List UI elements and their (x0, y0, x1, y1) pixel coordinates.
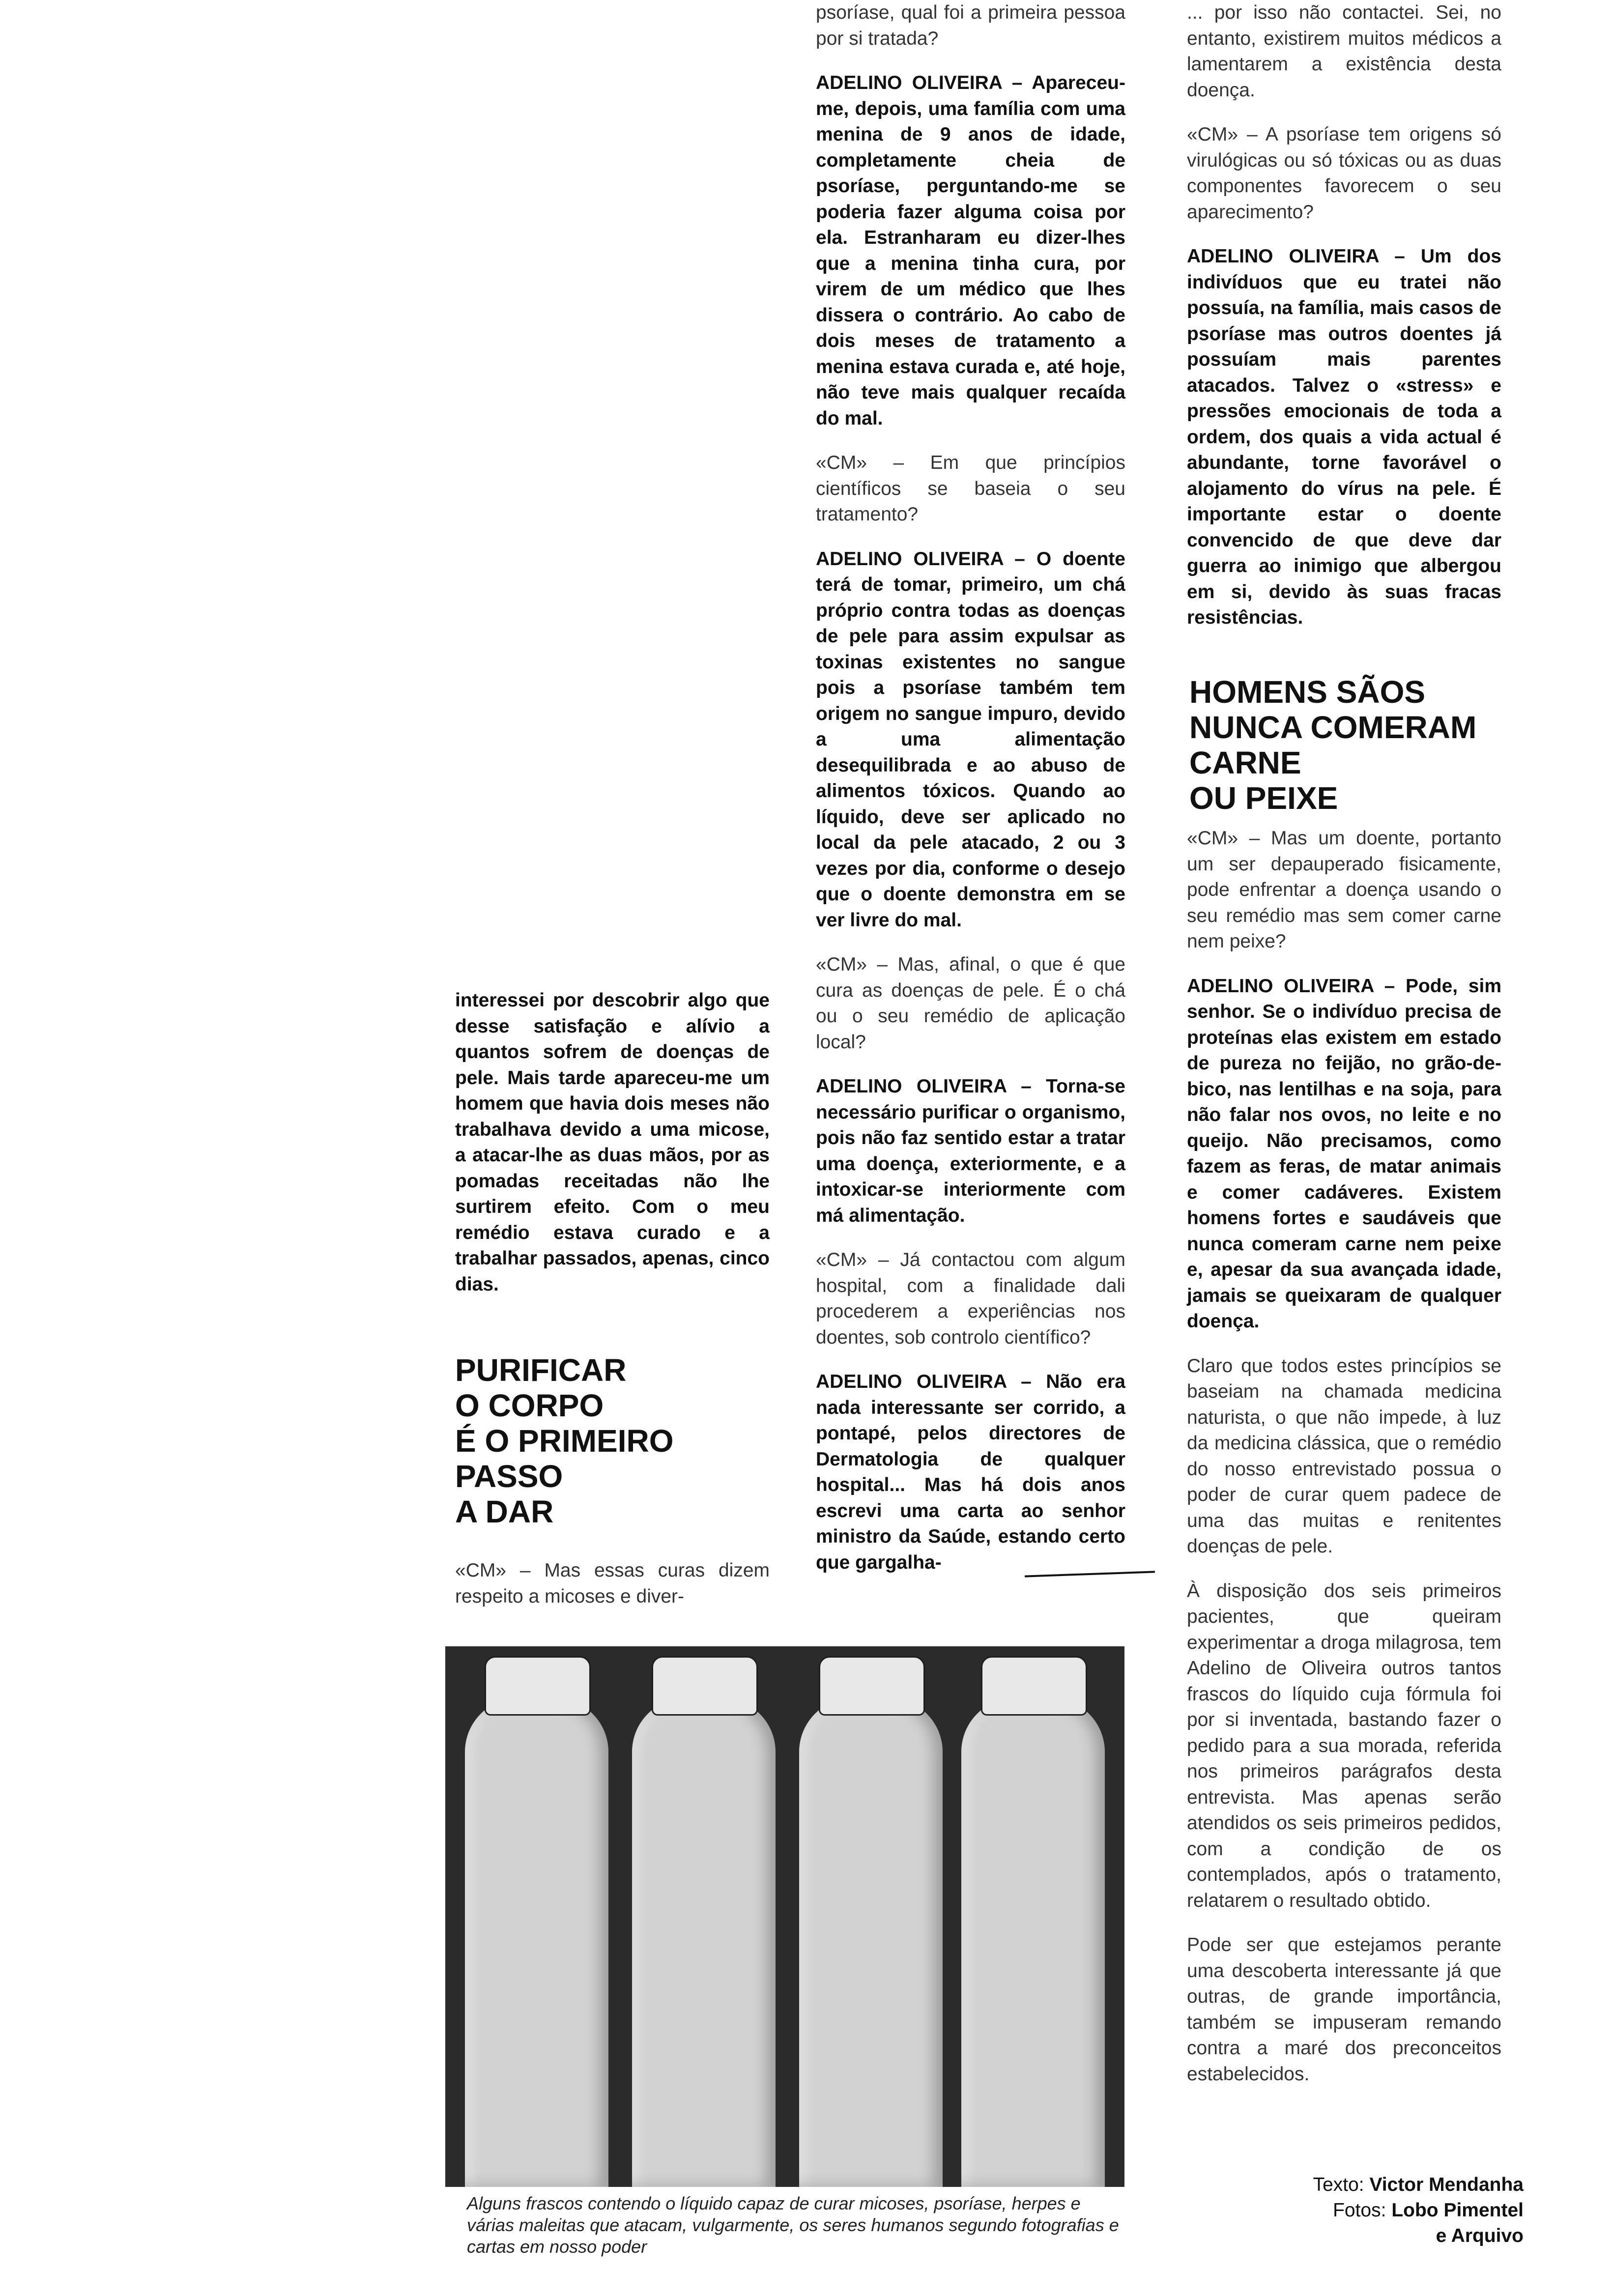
credit-photos-author: Lobo Pimentel (1391, 2200, 1524, 2221)
column-1 (455, 988, 770, 1297)
paragraph: «CM» – Mas um doente, portanto um ser depauperado fisicamente, pode enfrentar a doença usando o seu remédio mas sem comer carne nem peixe? (1187, 828, 1501, 952)
paragraph: ADELINO OLIVEIRA – Pode, sim senhor. Se o indivíduo precisa de proteínas elas existem em estado de pureza no feijão, no grão-de-bico, nas lentilhas e na soja, para não falar nos ovos, no leite e no queijo. Não precisamos, como fazem as feras, de matar animais e comer cadáveres. Existem homens fortes e saudáveis que nunca comeram carne nem peixe e, apesar da sua avançada idade, jamais se queixaram de qualquer doença. (1187, 975, 1501, 1332)
paragraph: À disposição dos seis primeiros pacientes, que queiram experimentar a droga milagrosa, tem Adelino de Oliveira outros tantos frascos do líquido cuja fórmula foi por si inventada, bastando fazer o pedido para a sua morada, referida nos primeiros parágrafos desta entrevista. Mas apenas serão atendidos os seis primeiros pedidos, com a condição de os contemplados, após o tratamento, relatarem o resultado obtido. (1187, 1580, 1501, 1911)
headline-line: HOMENS SÃOS (1189, 674, 1426, 710)
paragraph: ADELINO OLIVEIRA – O doente terá de tomar, primeiro, um chá próprio contra todas as doenças de pele para assim expulsar as toxinas existentes no sangue pois a psoríase também tem origem no sangue impuro, devido a uma alimentação desequilibrada e ao abuso de alimentos tóxicos. Quando ao líquido, deve ser aplicado no local da pele atacado, 2 ou 3 vezes por dia, conforme o desejo que o doente demonstra em se ver livre do mal. (816, 548, 1125, 931)
credit-photos-label: Fotos: (1333, 2200, 1386, 2221)
paragraph: «CM» – A psoríase tem origens só virulógicas ou só tóxicas ou as duas componentes favorecem o seu aparecimento? (1187, 124, 1501, 223)
headline-line: NUNCA COMERAM (1189, 710, 1477, 745)
credit-photos-author2: e Arquivo (1436, 2225, 1524, 2246)
paragraph: ADELINO OLIVEIRA – Não era nada interessante ser corrido, a pontapé, pelos directores de Dermatologia de qualquer hospital... Mas há dois anos escrevi uma carta ao senhor ministro da Saúde, estando certo que gargalha- (816, 1371, 1125, 1573)
bottles-photo (445, 1646, 1124, 2187)
paragraph: ADELINO OLIVEIRA – Torna-se necessário purificar o organismo, pois não faz sentido estar a tratar uma doença, exteriormente, e a intoxicar-se interiormente com má alimentação. (816, 1076, 1125, 1226)
paragraph: ADELINO OLIVEIRA – Um dos indivíduos que eu tratei não possuía, na família, mais casos de psoríase mas outros doentes já possuíam mais parentes atacados. Talvez o «stress» e pressões emocionais de toda a ordem, dos quais a vida actual é abundante, torne favorável o alojamento do vírus na pele. É importante estar o doente convencido de que deve dar guerra ao inimigo que albergou em si, devido às suas fracas resistências. (1187, 246, 1501, 628)
headline-line: O CORPO (455, 1388, 604, 1423)
column-3-after (1187, 826, 1501, 2087)
credits (1209, 2172, 1524, 2249)
headline-line: OU PEIXE (1189, 780, 1338, 816)
paragraph: «CM» – Em que princípios científicos se baseia o seu tratamento? (816, 452, 1125, 525)
paragraph: «CM» – Mas essas curas dizem respeito a micoses e diver- (455, 1560, 770, 1607)
col1-body (455, 988, 770, 1297)
paragraph: «CM» – Já contactou com algum hospital, com a finalidade dali procederem a experiências nos doentes, sob controlo científico? (816, 1249, 1125, 1348)
headline-line: CARNE (1189, 745, 1301, 780)
column-3 (1187, 0, 1501, 631)
paragraph: Pode ser que estejamos perante uma descoberta interessante já que outras, de grande importância, também se impuseram remando contra a maré dos preconceitos estabelecidos. (1187, 1934, 1501, 2085)
paragraph: psoríase, qual foi a primeira pessoa por si tratada? (816, 2, 1125, 49)
paragraph: Claro que todos estes princípios se baseiam na chamada medicina naturista, o que não impede, à luz da medicina clássica, que o remédio do nosso entrevistado possua o poder de curar quem padece de uma das muitas e renitentes doenças de pele. (1187, 1355, 1501, 1557)
paragraph: ... por isso não contactei. Sei, no entanto, existirem muitos médicos a lamentarem a existência desta doença. (1187, 2, 1501, 101)
column-1-after (455, 1558, 770, 1609)
paragraph: «CM» – Mas, afinal, o que é que cura as doenças de pele. É o chá ou o seu remédio de aplicação local? (816, 954, 1125, 1053)
headline-line: É O PRIMEIRO (455, 1423, 674, 1459)
headline-purificar (455, 1352, 775, 1529)
bottle-4 (961, 1698, 1105, 2187)
credit-text-label: Texto: (1313, 2174, 1364, 2195)
paragraph: ADELINO OLIVEIRA – Apareceu-me, depois, uma família com uma menina de 9 anos de idade, completamente cheia de psoríase, perguntando-me se poderia fazer alguma coisa por ela. Estranharam eu dizer-lhes que a menina tinha cura, por virem de um médico que lhes dissera o contrário. Ao cabo de dois meses de tratamento a menina estava curada e, até hoje, não teve mais qualquer recaída do mal. (816, 72, 1125, 429)
bottle-3 (799, 1698, 943, 2187)
column-2 (816, 0, 1125, 1576)
bottle-1 (465, 1698, 608, 2187)
headline-line: PASSO (455, 1459, 563, 1494)
headline-line: PURIFICAR (455, 1352, 627, 1388)
headline-homens-saos (1189, 674, 1543, 816)
credit-text-author: Victor Mendanha (1369, 2174, 1524, 2195)
bottle-2 (632, 1698, 776, 2187)
paragraph: interessei por descobrir algo que desse satisfação e alívio a quantos sofrem de doenças de pele. Mais tarde apareceu-me um homem que havia dois meses não trabalhava devido a uma micose, a atacar-lhe as duas mãos, por as pomadas receitadas não lhe surtirem efeito. Com o meu remédio estava curado e a trabalhar passados, apenas, cinco dias. (455, 990, 770, 1295)
headline-line: A DAR (455, 1494, 554, 1529)
photo-caption: Alguns frascos contendo o líquido capaz de curar micoses, psoríase, herpes e várias maleitas que atacam, vulgarmente, os seres humanos segundo fotografias e cartas em nosso poder (467, 2193, 1119, 2257)
